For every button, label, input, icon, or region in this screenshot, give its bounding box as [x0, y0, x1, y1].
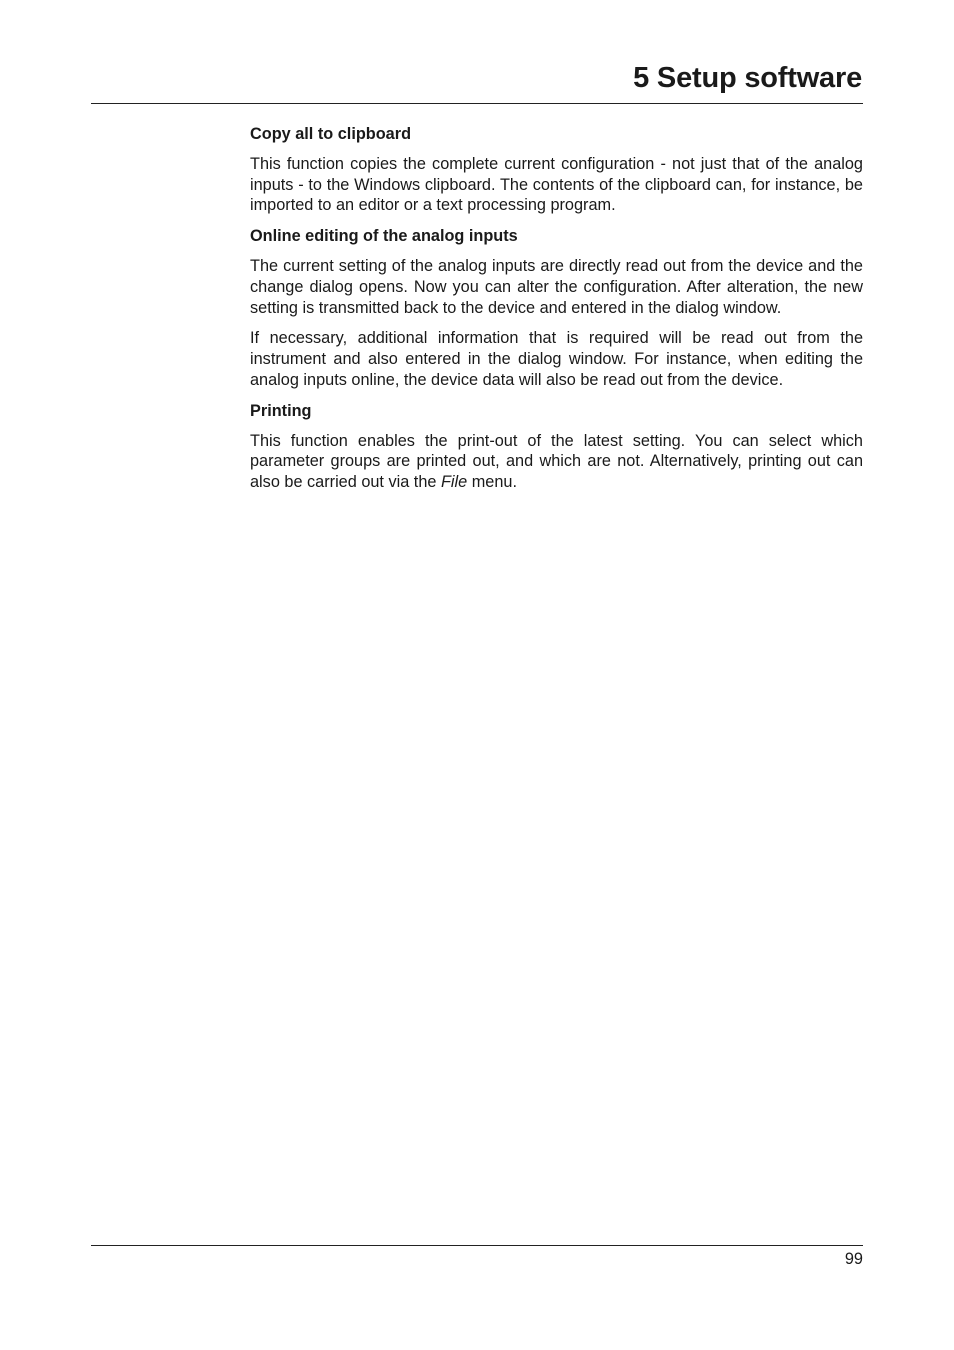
page-content	[250, 124, 863, 503]
section-heading: Online editing of the analog inputs	[250, 227, 518, 246]
body-paragraph	[250, 431, 863, 493]
body-paragraph: This function copies the complete current configuration - not just that of the analog inputs - to the Windows clipboard. The contents of the clipboard can, for instance, be imported to an editor or a text processing program.	[250, 154, 863, 215]
body-paragraph: If necessary, additional information that is required will be read out from the instrument and also entered in the dialog window. For instance, when editing the analog inputs online, the device data will also be read out from the device.	[250, 329, 863, 389]
file-menu-reference: File	[440, 473, 468, 492]
chapter-title: 5 Setup software	[633, 62, 862, 94]
section-heading: Printing	[250, 401, 312, 420]
section-copy-all-to-clipboard	[250, 124, 863, 216]
section-printing	[250, 401, 863, 493]
section-online-editing	[250, 226, 863, 391]
section-heading: Copy all to clipboard	[250, 125, 412, 143]
page-number: 99	[844, 1250, 863, 1268]
paragraph-text: This function enables the print-out of the latest setting. You can select which parameter groups are printed out, and which are not. Alternatively, printing out can also be carried out via the	[250, 431, 863, 492]
body-paragraph: The current setting of the analog inputs are directly read out from the device and the change dialog opens. Now you can alter the configuration. After alteration, the new setting is transmitted back to the device and entered in the dialog window.	[250, 256, 863, 317]
footer-rule	[91, 1245, 863, 1246]
header-rule	[91, 103, 863, 104]
paragraph-text: menu.	[467, 473, 517, 492]
